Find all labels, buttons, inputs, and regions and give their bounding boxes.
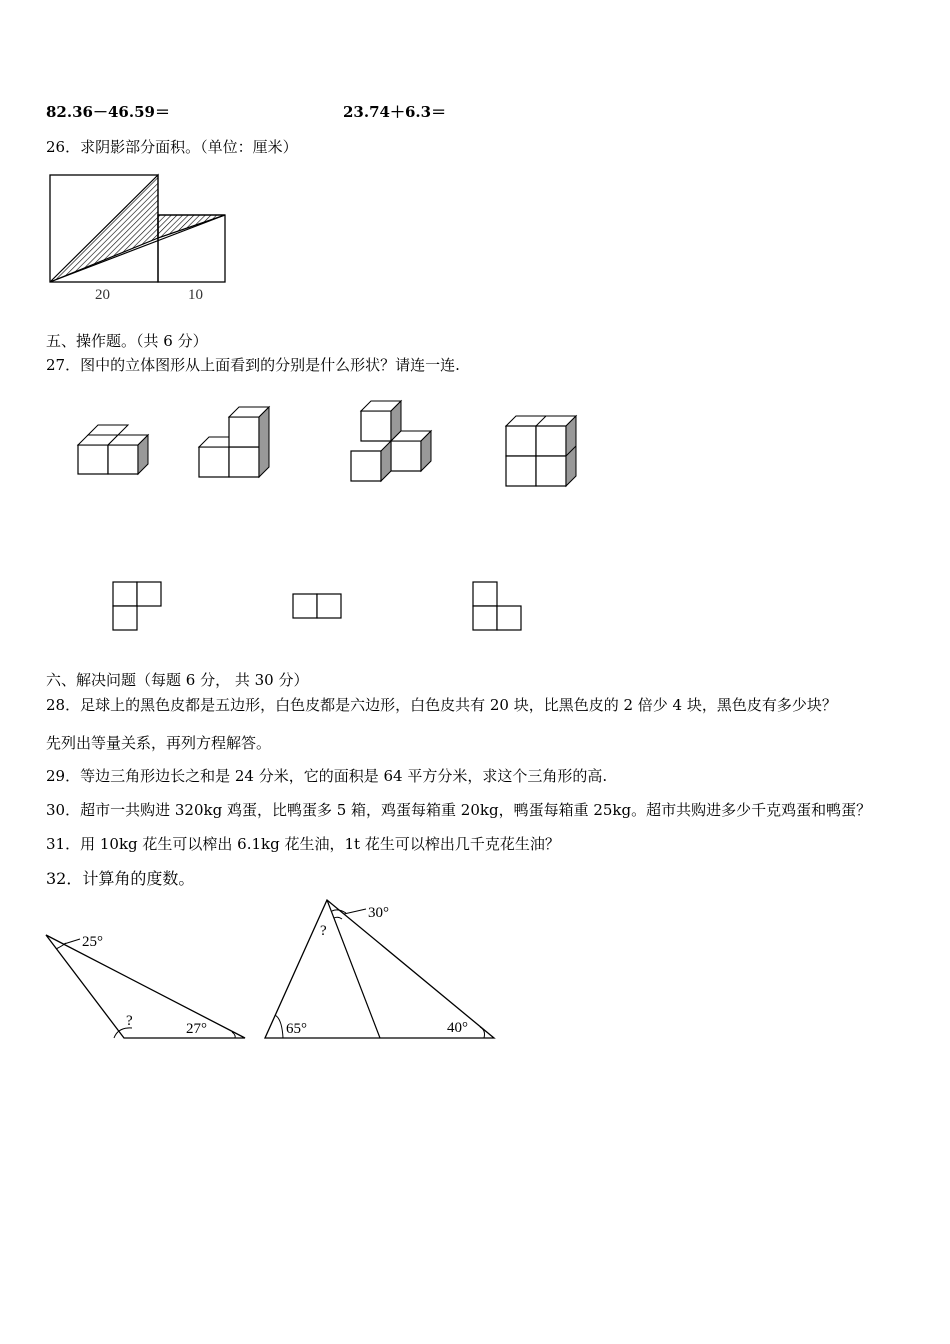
q29-text: 29．等边三角形边长之和是 24 分米，它的面积是 64 平方分米，求这个三角形的高. [46,767,608,785]
tri1-unknown: ? [126,1013,133,1029]
top-view-2 [290,592,345,622]
q28-line1: 28．足球上的黑色皮都是五边形，白色皮都是六边形，白色皮共有 20 块，比黑色皮的 2 倍少 4 块，黑色皮有多少块？ [46,696,837,714]
q26-text: 26．求阴影部分面积。（单位：厘米） [46,138,298,156]
tri2-top-angle: 30° [368,905,389,921]
cube-figure-4 [500,408,585,493]
q30-text: 30．超市一共购进 320kg 鸡蛋，比鸭蛋多 5 箱，鸡蛋每箱重 20kg，鸭蛋每箱重 25kg。超市共购进多少千克鸡蛋和鸭蛋？ [46,801,872,819]
tri2-left-angle: 65° [286,1021,307,1037]
section5-title: 五、操作题。（共 6 分） [46,332,208,350]
cube-figure-3 [345,395,440,485]
shaded-triangle-left [50,175,158,282]
tri2-unknown: ? [320,923,327,939]
cube-figure-2 [190,400,280,485]
q28-line2: 先列出等量关系，再列方程解答。 [46,734,272,752]
calc-right: 23.74＋6.3＝ [343,103,447,121]
section6-title: 六、解决问题（每题 6 分， 共 30 分） [46,671,309,689]
q31-text: 31．用 10kg 花生可以榨出 6.1kg 花生油，1t 花生可以榨出几千克花生油？ [46,835,560,853]
top-view-1 [110,580,165,635]
tri1-right-angle: 27° [186,1021,207,1037]
q27-text: 27．图中的立体图形从上面看到的分别是什么形状？请连一连. [46,356,460,374]
q26-figure [40,165,240,310]
tri2-right-angle: 40° [447,1020,468,1036]
top-view-3 [470,580,525,635]
tri1-top-angle: 25° [82,934,103,950]
q26-label-right: 10 [188,287,203,303]
triangle-2 [260,893,505,1048]
triangle-1 [40,925,255,1050]
q26-label-left: 20 [95,287,110,303]
q32-text: 32．计算角的度数。 [46,869,195,888]
calc-left: 82.36－46.59＝ [46,103,170,121]
cube-figure-1 [70,415,160,485]
